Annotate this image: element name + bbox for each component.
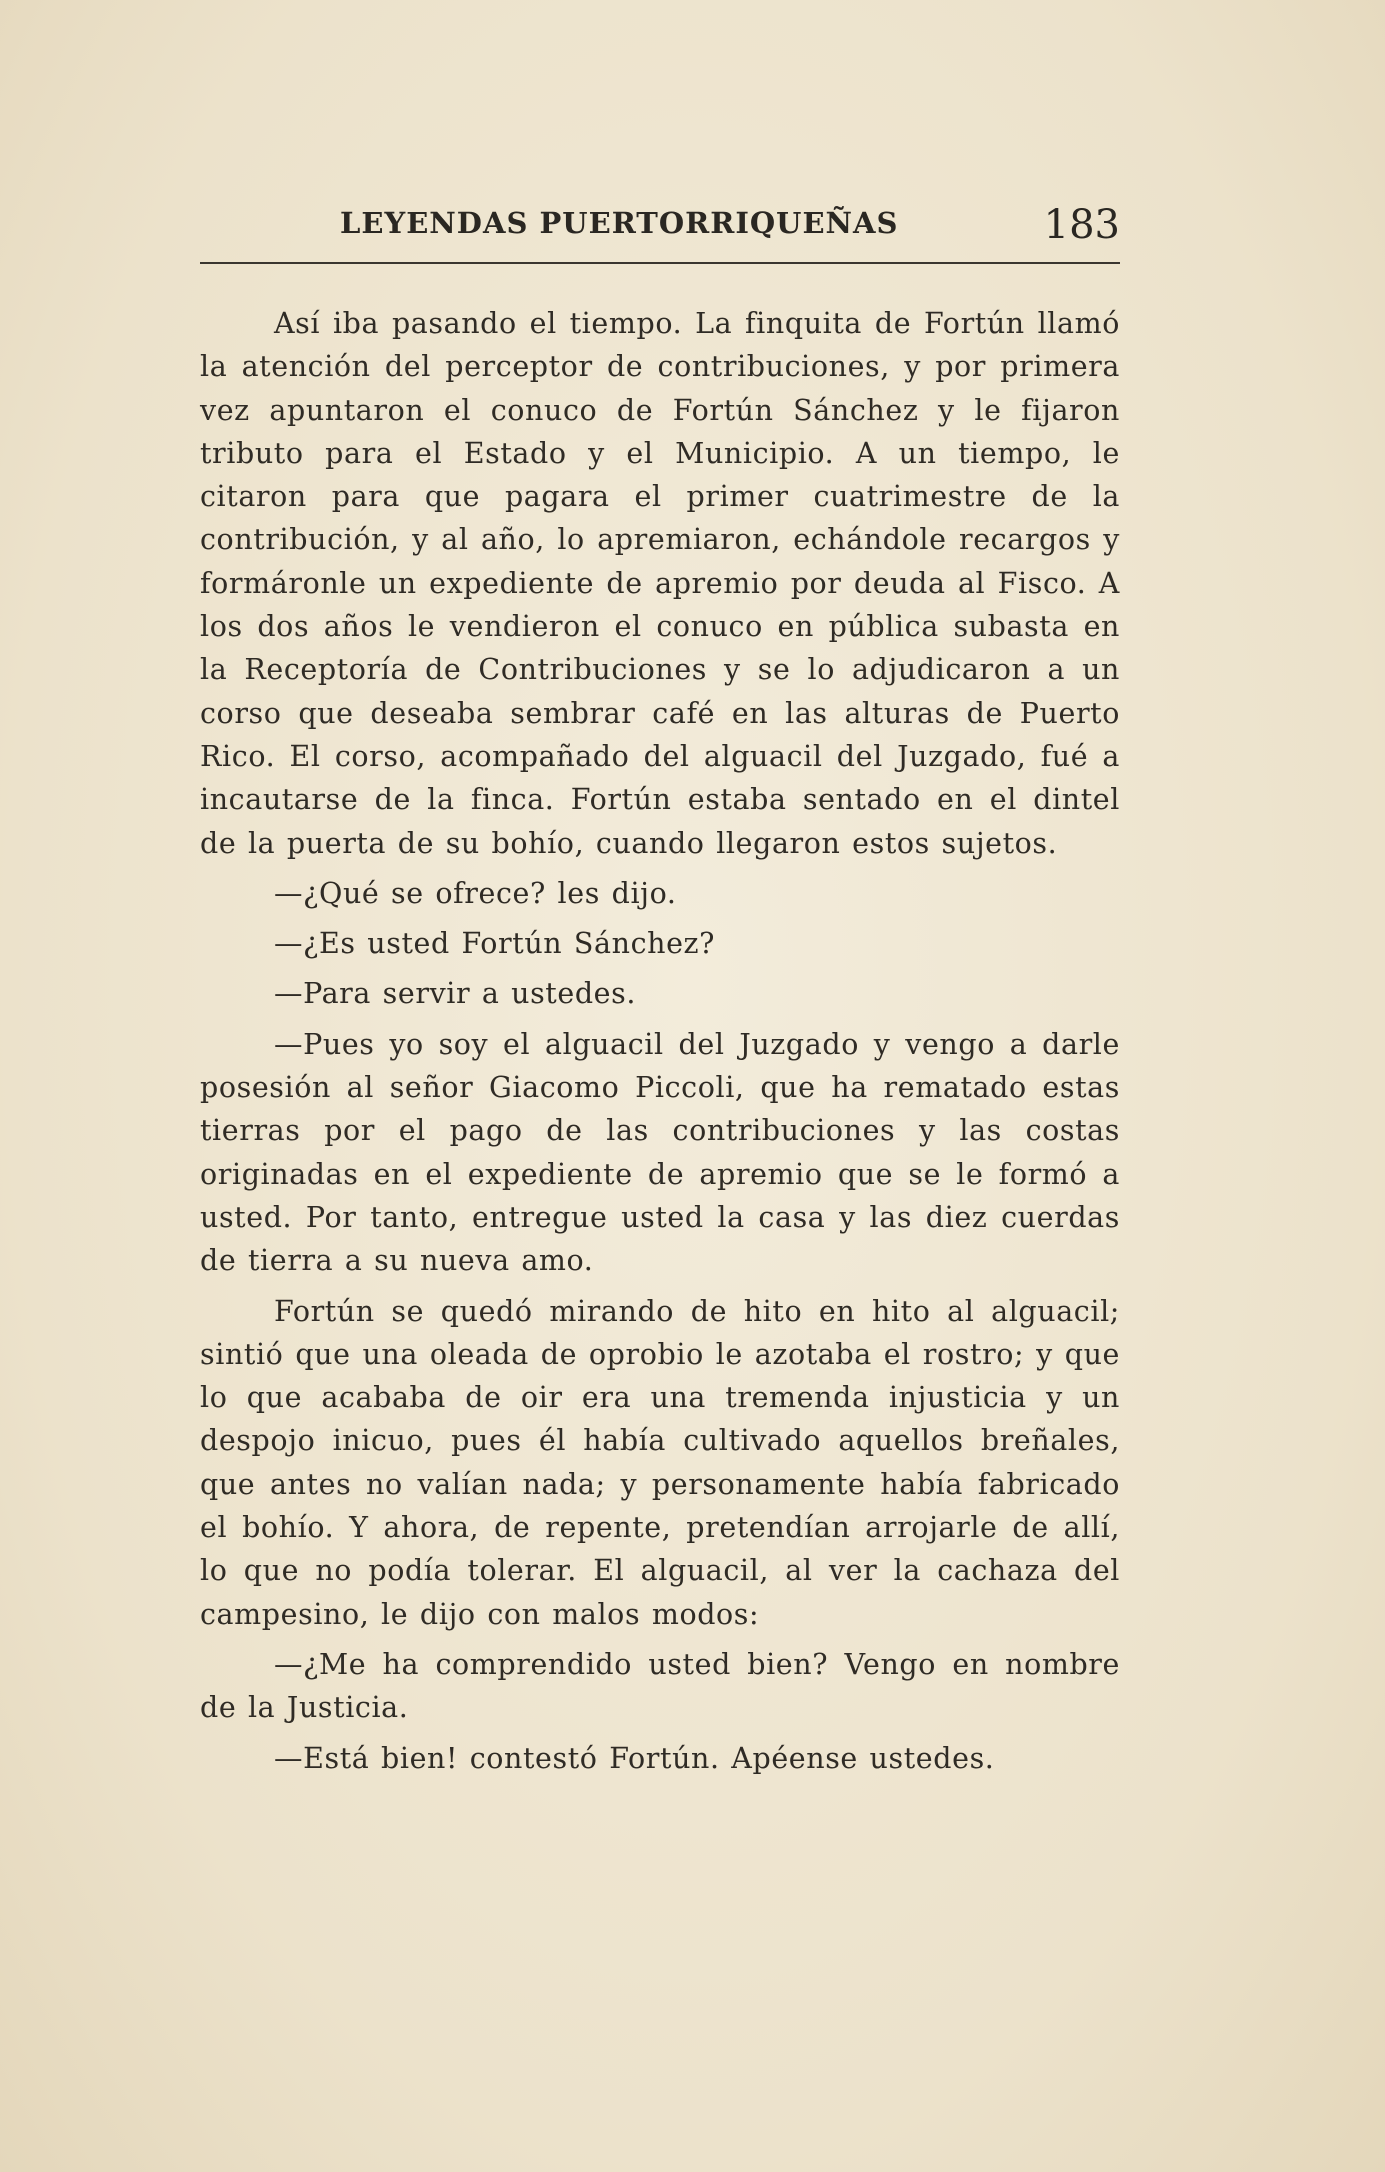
dialogue-line: —¿Me ha comprendido usted bien? Vengo en nombre de la Justicia. — [200, 1647, 1120, 1725]
page-header — [200, 196, 1120, 266]
dialogue-line: —¿Qué se ofrece? les dijo. — [274, 876, 677, 910]
header-rule — [200, 262, 1120, 264]
dialogue-line: —Está bien! contestó Fortún. Apéense ustedes. — [274, 1741, 995, 1775]
paragraph: Así iba pasando el tiempo. La finquita de Fortún llamó la atención del perceptor de contribuciones, y por primera vez apuntaron el conuco de Fortún Sánchez y le fijaron tributo para el Estado y el Municipio. A un tiempo, le citaron para que pagara el primer cuatrimestre de la contribución, y al año, lo apremiaron, echándole recargos y formáronle un expediente de apremio por deuda al Fisco. A los dos años le vendieron el conuco en pública subasta en la Receptoría de Contribuciones y se lo adjudicaron a un corso que deseaba sembrar café en las alturas de Puerto Rico. El corso, acompañado del alguacil del Juzgado, fué a incautarse de la finca. Fortún estaba sentado en el dintel de la puerta de su bohío, cuando llegaron estos sujetos. — [200, 307, 1120, 860]
dialogue-line: —Para servir a ustedes. — [274, 977, 637, 1011]
body-text — [200, 302, 1120, 1780]
dialogue-line: —Pues yo soy el alguacil del Juzgado y vengo a darle posesión al señor Giacomo Piccoli, que ha rematado estas tierras por el pago de las contribuciones y las costas originadas en el expediente de apremio que se le formó a usted. Por tanto, entregue usted la casa y las diez cuerdas de tierra a su nueva amo. — [200, 1027, 1120, 1278]
page-number: 183 — [1043, 202, 1120, 248]
running-title: LEYENDAS PUERTORRIQUEÑAS — [340, 206, 899, 240]
dialogue-line: —¿Es usted Fortún Sánchez? — [274, 927, 716, 961]
paragraph: Fortún se quedó mirando de hito en hito al alguacil; sintió que una oleada de oprobio le azotaba el rostro; y que lo que acababa de oir era una tremenda injusticia y un despojo inicuo, pues él había cultivado aquellos breñales, que antes no valían nada; y personamente había fabricado el bohío. Y ahora, de repente, pretendían arrojarle de allí, lo que no podía tolerar. El alguacil, al ver la cachaza del campesino, le dijo con malos modos: — [200, 1294, 1120, 1631]
